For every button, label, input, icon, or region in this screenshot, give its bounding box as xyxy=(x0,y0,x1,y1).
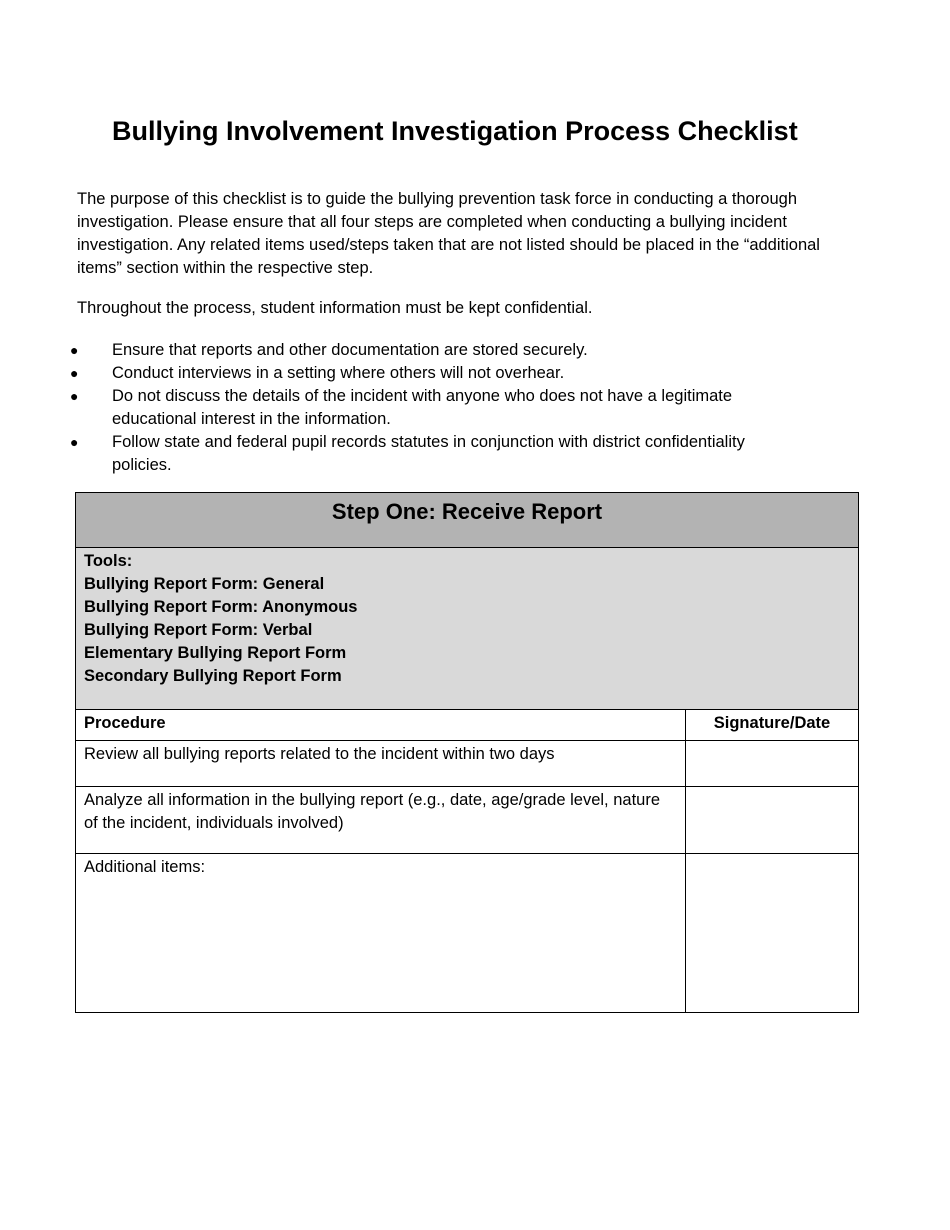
procedure-text: Analyze all information in the bullying report (e.g., date, age/grade level, nature of the incident, individuals involved) xyxy=(84,791,661,832)
signature-cell[interactable] xyxy=(686,787,859,854)
tool-item: Bullying Report Form: Verbal xyxy=(84,621,313,639)
additional-items-label: Additional items: xyxy=(84,858,206,876)
bullet-item xyxy=(0,362,792,385)
step-one-header: Step One: Receive Report xyxy=(76,493,859,548)
procedure-cell xyxy=(76,741,686,787)
bullet-icon: ● xyxy=(70,365,79,381)
procedure-column-header: Procedure xyxy=(76,710,686,741)
bullet-text: Follow state and federal pupil records statutes in conjunction with district confidentiality policies. xyxy=(112,433,745,474)
bullet-icon: ● xyxy=(70,342,79,358)
bullet-text: Conduct interviews in a setting where others will not overhear. xyxy=(112,364,565,382)
procedure-cell xyxy=(76,787,686,854)
confidentiality-bullet-list xyxy=(0,339,950,477)
signature-cell[interactable] xyxy=(686,741,859,787)
tools-section xyxy=(76,548,859,710)
page-title: Bullying Involvement Investigation Process Checklist xyxy=(112,116,798,146)
procedure-text: Review all bullying reports related to the incident within two days xyxy=(84,745,555,763)
signature-column-header: Signature/Date xyxy=(686,710,859,741)
tool-item: Secondary Bullying Report Form xyxy=(84,667,342,685)
additional-items-cell[interactable] xyxy=(76,854,686,1013)
bullet-icon: ● xyxy=(70,434,79,450)
intro-paragraph: The purpose of this checklist is to guide the bullying prevention task force in conducting a thorough investigation. Please ensure that all four steps are completed when conducting a bullying incident investigation. Any related items used/steps taken that are not listed should be placed in the “additional items” section within the respective step. xyxy=(77,190,820,277)
tools-label: Tools: xyxy=(84,552,133,570)
bullet-icon: ● xyxy=(70,388,79,404)
table-row xyxy=(76,854,859,1013)
bullet-item xyxy=(0,431,792,477)
tool-item: Elementary Bullying Report Form xyxy=(84,644,347,662)
step-one-table xyxy=(75,492,859,1013)
confidentiality-note: Throughout the process, student information must be kept confidential. xyxy=(77,299,593,317)
bullet-text: Ensure that reports and other documentation are stored securely. xyxy=(112,341,588,359)
table-row xyxy=(76,787,859,854)
bullet-item xyxy=(0,385,792,431)
tool-item: Bullying Report Form: General xyxy=(84,575,325,593)
bullet-item xyxy=(0,339,792,362)
signature-cell[interactable] xyxy=(686,854,859,1013)
bullet-text: Do not discuss the details of the incident with anyone who does not have a legitimate educational interest in the information. xyxy=(112,387,733,428)
table-row xyxy=(76,741,859,787)
tool-item: Bullying Report Form: Anonymous xyxy=(84,598,358,616)
